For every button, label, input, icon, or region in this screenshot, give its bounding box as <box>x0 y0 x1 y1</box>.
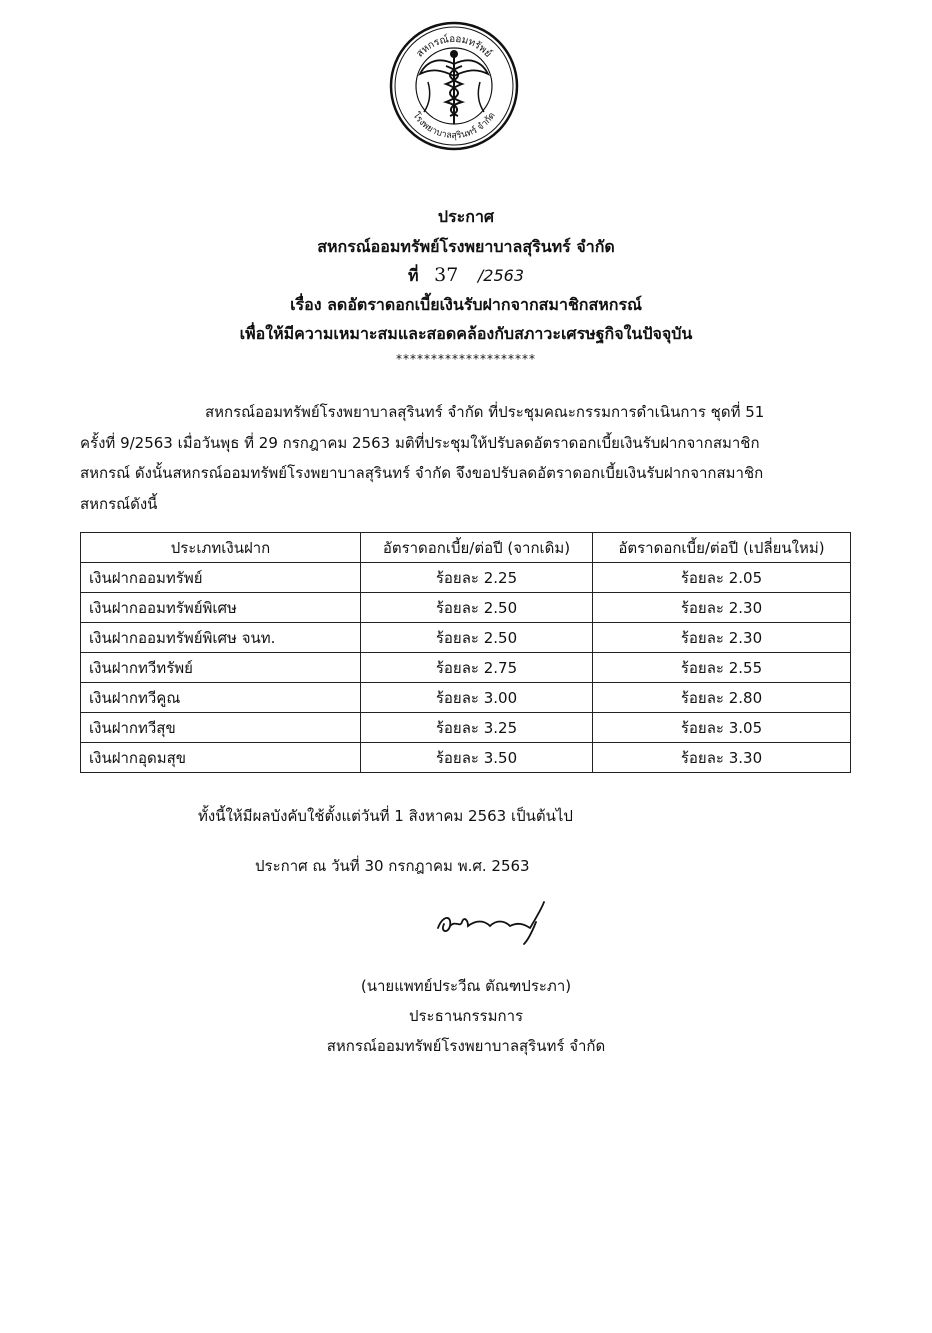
table-row <box>81 713 851 743</box>
subject-line: เรื่อง ลดอัตราดอกเบี้ยเงินรับฝากจากสมาชิกสหกรณ์ <box>290 295 642 314</box>
table-row <box>81 563 851 593</box>
signatory-organization: สหกรณ์ออมทรัพย์โรงพยาบาลสุรินทร์ จำกัด <box>326 1037 606 1055</box>
separator: ******************** <box>396 352 536 366</box>
table-row <box>81 653 851 683</box>
new-rate: ร้อยละ 2.30 <box>593 593 851 623</box>
old-rate: ร้อยละ 2.50 <box>361 623 593 653</box>
number-handwritten: 37 <box>434 264 459 286</box>
new-rate: ร้อยละ 2.05 <box>593 563 851 593</box>
handwritten-signature <box>432 898 552 948</box>
signatory-name: (นายแพทย์ประวีณ ตัณฑประภา) <box>360 977 572 995</box>
new-rate: ร้อยละ 3.30 <box>593 743 851 773</box>
deposit-type: เงินฝากอุดมสุข <box>81 743 361 773</box>
old-rate: ร้อยละ 2.50 <box>361 593 593 623</box>
body-line-2: ครั้งที่ 9/2563 เมื่อวันพุธ ที่ 29 กรกฎาคม 2563 มติที่ประชุมให้ปรับลดอัตราดอกเบี้ยเงินรับฝากจากสมาชิก <box>80 434 760 452</box>
deposit-type: เงินฝากทวีสุข <box>81 713 361 743</box>
announcement-number <box>0 264 932 289</box>
old-rate: ร้อยละ 3.25 <box>361 713 593 743</box>
signatory-position: ประธานกรรมการ <box>408 1007 524 1025</box>
number-suffix: /2563 <box>477 266 524 285</box>
deposit-type: เงินฝากออมทรัพย์ <box>81 563 361 593</box>
subject-line-2: เพื่อให้มีความเหมาะสมและสอดคล้องกับสภาวะเศรษฐกิจในปัจจุบัน <box>239 324 693 343</box>
deposit-type: เงินฝากทวีทรัพย์ <box>81 653 361 683</box>
new-rate: ร้อยละ 2.55 <box>593 653 851 683</box>
old-rate: ร้อยละ 3.50 <box>361 743 593 773</box>
header-old-rate: อัตราดอกเบี้ย/ต่อปี (จากเดิม) <box>361 533 593 563</box>
effective-date: ทั้งนี้ให้มีผลบังคับใช้ตั้งแต่วันที่ 1 สิงหาคม 2563 เป็นต้นไป <box>198 807 573 825</box>
table-header-row <box>81 533 851 563</box>
body-line-4: สหกรณ์ดังนี้ <box>80 495 158 513</box>
new-rate: ร้อยละ 2.80 <box>593 683 851 713</box>
cooperative-seal <box>388 20 520 152</box>
svg-text:สหกรณ์ออมทรัพย์: สหกรณ์ออมทรัพย์ <box>414 33 494 60</box>
deposit-type: เงินฝากทวีคูณ <box>81 683 361 713</box>
old-rate: ร้อยละ 3.00 <box>361 683 593 713</box>
table-row <box>81 593 851 623</box>
announcement-heading: ประกาศ <box>437 207 495 226</box>
interest-rate-table <box>80 532 851 773</box>
body-line-3: สหกรณ์ ดังนั้นสหกรณ์ออมทรัพย์โรงพยาบาลสุรินทร์ จำกัด จึงขอปรับลดอัตราดอกเบี้ยเงินรับฝากจากสมาชิก <box>80 464 764 482</box>
number-prefix: ที่ <box>408 266 419 285</box>
body-line-1: สหกรณ์ออมทรัพย์โรงพยาบาลสุรินทร์ จำกัด ที่ประชุมคณะกรรมการดำเนินการ ชุดที่ 51 <box>205 403 765 421</box>
old-rate: ร้อยละ 2.75 <box>361 653 593 683</box>
new-rate: ร้อยละ 2.30 <box>593 623 851 653</box>
table-row <box>81 683 851 713</box>
deposit-type: เงินฝากออมทรัพย์พิเศษ จนท. <box>81 623 361 653</box>
organization-heading: สหกรณ์ออมทรัพย์โรงพยาบาลสุรินทร์ จำกัด <box>317 237 615 256</box>
table-row <box>81 743 851 773</box>
table-row <box>81 623 851 653</box>
new-rate: ร้อยละ 3.05 <box>593 713 851 743</box>
header-new-rate: อัตราดอกเบี้ย/ต่อปี (เปลี่ยนใหม่) <box>593 533 851 563</box>
old-rate: ร้อยละ 2.25 <box>361 563 593 593</box>
svg-text:โรงพยาบาลสุรินทร์ จำกัด: โรงพยาบาลสุรินทร์ จำกัด <box>410 110 498 142</box>
announcement-date: ประกาศ ณ วันที่ 30 กรกฎาคม พ.ศ. 2563 <box>255 857 530 875</box>
deposit-type: เงินฝากออมทรัพย์พิเศษ <box>81 593 361 623</box>
header-deposit-type: ประเภทเงินฝาก <box>81 533 361 563</box>
